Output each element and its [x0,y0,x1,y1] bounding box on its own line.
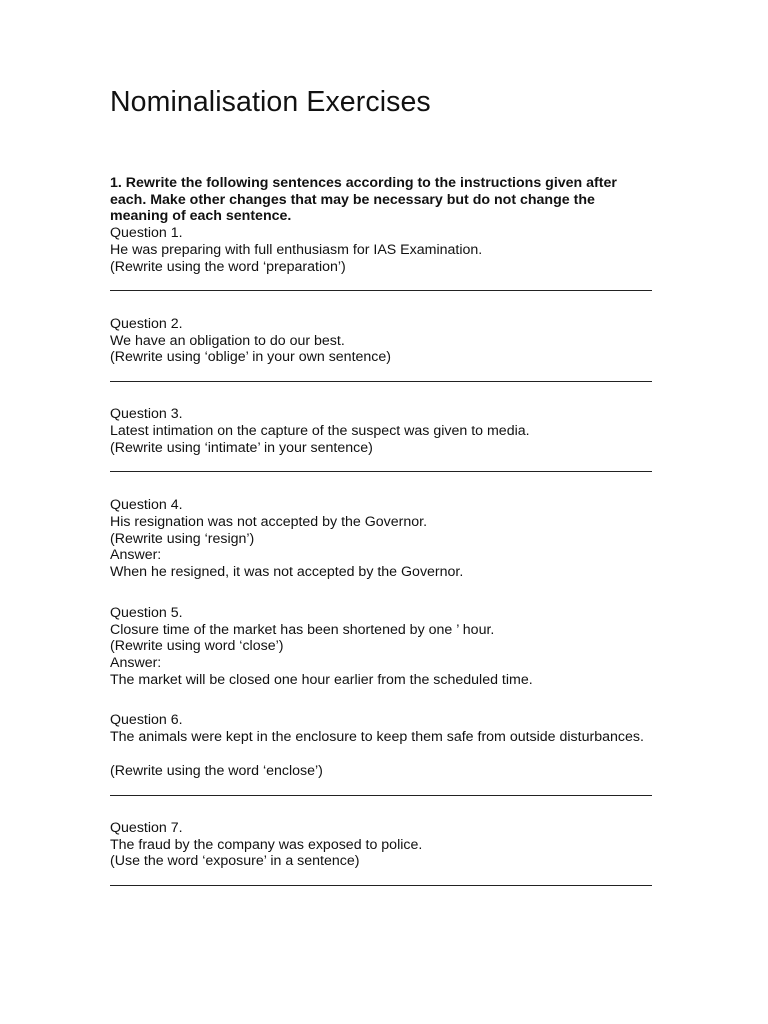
page-title: Nominalisation Exercises [110,86,431,118]
question-sentence: Latest intimation on the capture of the suspect was given to media. [110,423,530,439]
question-heading: Question 3. [110,406,183,422]
answer-line [110,290,652,291]
question-sentence: His resignation was not accepted by the Governor. [110,514,428,530]
question-instruction: (Rewrite using word ‘close’) [110,638,284,654]
exercise-instructions: 1. Rewrite the following sentences according to the instructions given after each. Make other changes that may be necessary but do not change the meaning of each sentence. [110,175,617,224]
question-sentence: The fraud by the company was exposed to police. [110,837,423,853]
question-heading: Question 4. [110,497,183,513]
question-heading: Question 5. [110,605,183,621]
question-instruction: (Use the word ‘exposure’ in a sentence) [110,853,360,869]
question-sentence: Closure time of the market has been shortened by one ’ hour. [110,622,495,638]
question-sentence: The animals were kept in the enclosure to keep them safe from outside disturbances. [110,729,644,745]
question-sentence: He was preparing with full enthusiasm for IAS Examination. [110,242,483,258]
answer-text: The market will be closed one hour earlier from the scheduled time. [110,672,533,688]
question-instruction: (Rewrite using ‘resign’) [110,531,255,547]
question-heading: Question 1. [110,225,183,241]
answer-line [110,381,652,382]
question-instruction: (Rewrite using ‘oblige’ in your own sentence) [110,349,391,365]
answer-line [110,795,652,796]
question-instruction: (Rewrite using the word ‘enclose’) [110,763,323,779]
answer-text: When he resigned, it was not accepted by the Governor. [110,564,464,580]
answer-line [110,885,652,886]
question-instruction: (Rewrite using ‘intimate’ in your sentence) [110,440,373,456]
question-heading: Question 7. [110,820,183,836]
answer-line [110,471,652,472]
answer-label: Answer: [110,547,162,563]
question-heading: Question 2. [110,316,183,332]
question-heading: Question 6. [110,712,183,728]
question-sentence: We have an obligation to do our best. [110,333,345,349]
question-instruction: (Rewrite using the word ‘preparation’) [110,259,346,275]
answer-label: Answer: [110,655,162,671]
